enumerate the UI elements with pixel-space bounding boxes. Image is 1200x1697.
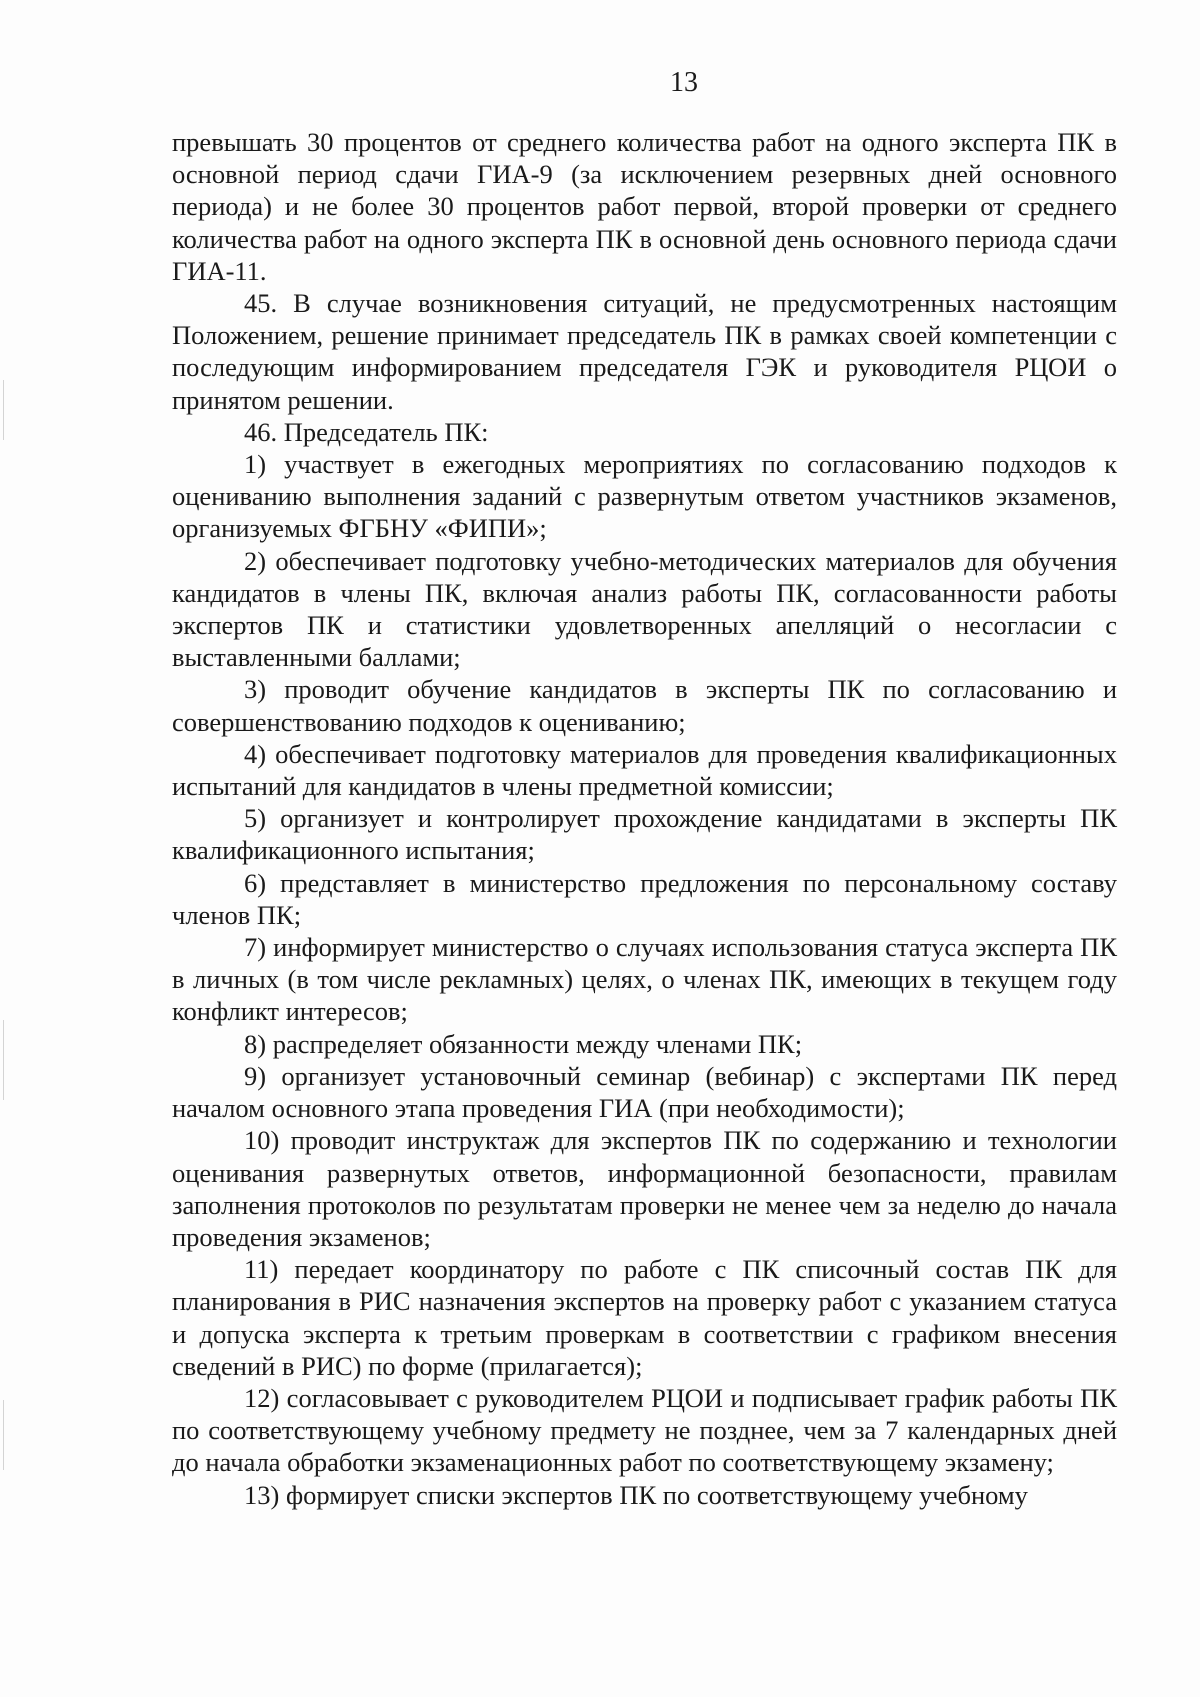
list-item-8: 8) распределяет обязанности между членами ПК;	[244, 1028, 803, 1059]
list-item-11: 11) передает координатору по работе с ПК списочный состав ПК для планирования в РИС назначения экспертов на проверку работ с указанием статуса и допуска эксперта к третьим проверкам в соответствии с графиком внесения сведений в РИС) по форме (прилагается);	[172, 1254, 1117, 1381]
list-item-1: 1) участвует в ежегодных мероприятиях по согласованию подходов к оцениванию выполнения заданий с развернутым ответом участников экзаменов, организуемых ФГБНУ «ФИПИ»;	[172, 449, 1117, 544]
list-item-12: 12) согласовывает с руководителем РЦОИ и подписывает график работы ПК по соответствующему учебному предмету не позднее, чем за 7 календарных дней до начала обработки экзаменационных работ по соответствующему экзамену;	[172, 1382, 1117, 1478]
list-item-10: 10) проводит инструктаж для экспертов ПК по содержанию и технологии оценивания развернутых ответов, информационной безопасности, правилам заполнения протоколов по результатам проверки не менее чем за неделю до начала проведения экзаменов;	[172, 1125, 1117, 1252]
paragraph-45: 45. В случае возникновения ситуаций, не предусмотренных настоящим Положением, решение принимает председатель ПК в рамках своей компетенции с последующим информированием председателя ГЭК и руководителя РЦОИ о принятом решении.	[172, 288, 1117, 415]
document-body	[172, 126, 1117, 1511]
list-item-5: 5) организует и контролирует прохождение кандидатами в эксперты ПК квалификационного испытания;	[172, 803, 1117, 866]
list-item-6: 6) представляет в министерство предложения по персональному составу членов ПК;	[172, 867, 1117, 930]
list-item-9: 9) организует установочный семинар (вебинар) с экспертами ПК перед началом основного этапа проведения ГИА (при необходимости);	[172, 1060, 1117, 1124]
list-item-7: 7) информирует министерство о случаях использования статуса эксперта ПК в личных (в том числе рекламных) целях, о членах ПК, имеющих в текущем году конфликт интересов;	[172, 932, 1117, 1027]
scan-edge-mark	[3, 380, 4, 440]
page-number: 13	[670, 67, 698, 98]
paragraph-continuation: превышать 30 процентов от среднего количества работ на одного эксперта ПК в основной период сдачи ГИА-9 (за исключением резервных дней основного периода) и не более 30 процентов работ первой, второй проверки от среднего количества работ на одного эксперта ПК в основной день основного периода сдачи ГИА-11.	[172, 127, 1117, 286]
scan-edge-mark	[3, 1020, 4, 1100]
list-item-2: 2) обеспечивает подготовку учебно-методических материалов для обучения кандидатов в члены ПК, включая анализ работы ПК, согласованности работы экспертов ПК и статистики удовлетворенных апелляций о несогласии с выставленными баллами;	[172, 545, 1117, 673]
list-item-3: 3) проводит обучение кандидатов в эксперты ПК по согласованию и совершенствованию подходов к оцениванию;	[172, 674, 1117, 737]
list-item-13: 13) формирует списки экспертов ПК по соответствующему учебному	[244, 1479, 1028, 1510]
paragraph-46: 46. Председатель ПК:	[244, 416, 489, 447]
scan-edge-mark	[3, 1400, 4, 1470]
list-item-4: 4) обеспечивает подготовку материалов для проведения квалификационных испытаний для кандидатов в члены предметной комиссии;	[172, 738, 1117, 802]
